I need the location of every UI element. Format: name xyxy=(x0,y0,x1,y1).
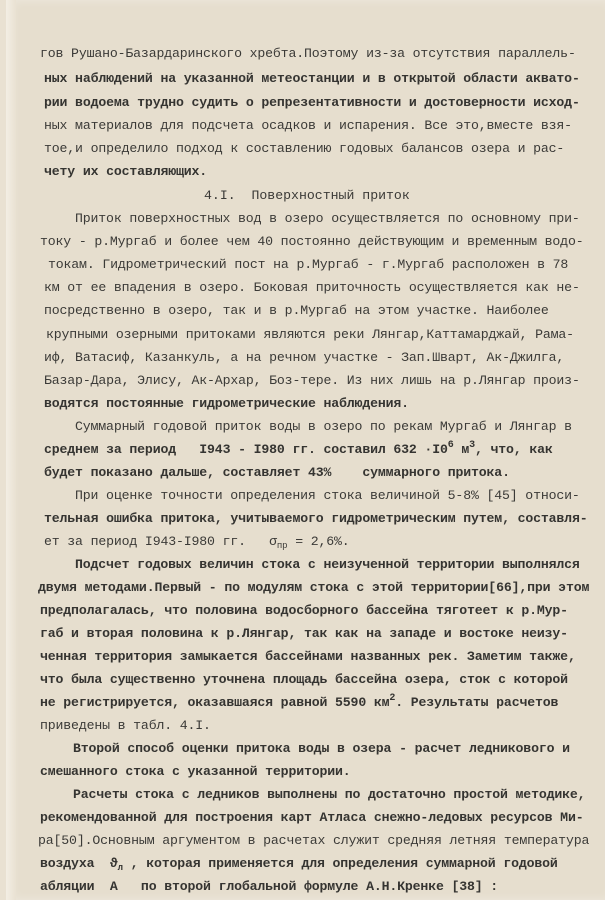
text-line: иф, Ватасиф, Казанкуль, а на речном участке - Зап.Шварт, Ак-Джилга, xyxy=(44,350,565,365)
exponent: 2 xyxy=(389,693,396,704)
text-line: тое,и определило подход к составлению годовых балансов озера и рас- xyxy=(44,141,565,156)
text-line: двумя методами.Первый - по модулям стока с этой территории[66],при этом xyxy=(38,580,590,595)
text-line: ченная территория замыкается бассейнами названных рек. Заметим также, xyxy=(40,649,576,664)
text-line: токам. Гидрометрический пост на р.Мургаб - г.Мургаб расположен в 78 xyxy=(48,257,569,272)
section-heading: 4.I. Поверхностный приток xyxy=(204,188,410,203)
text-line xyxy=(40,856,558,872)
text-span: , которая применяется для определения суммарной годовой xyxy=(122,856,558,871)
text-line: рекомендованной для построения карт Атласа снежно-ледовых ресурсов Ми- xyxy=(40,810,584,825)
text-span: . Результаты расчетов xyxy=(395,695,559,710)
text-span: воздуха ϑ xyxy=(40,856,118,871)
text-line: крупными озерными притоками являются реки Лянгар,Каттамарджай, Рама- xyxy=(46,327,574,342)
text-span: = 2,6%. xyxy=(287,534,350,549)
text-line: смешанного стока с указанной территории. xyxy=(40,764,351,779)
text-line: ра[50].Основным аргументом в расчетах служит средняя летняя температура xyxy=(38,833,590,848)
text-line: току - р.Мургаб и более чем 40 постоянно действующим и временным водо- xyxy=(40,234,584,249)
text-line: При оценке точности определения стока величиной 5-8% [45] относи- xyxy=(75,488,580,503)
text-line: Подсчет годовых величин стока с неизученной территории выполнялся xyxy=(75,557,580,572)
text-line: Второй способ оценки притока воды в озера - расчет ледникового и xyxy=(73,741,570,756)
text-span: м xyxy=(453,442,470,457)
text-line: Суммарный годовой приток воды в озеро по рекам Мургаб и Лянгар в xyxy=(75,419,572,434)
text-line: приведены в табл. 4.I. xyxy=(40,718,211,733)
exponent: 6 xyxy=(447,440,454,451)
text-line: что была существенно уточнена площадь бассейна озера, сток с которой xyxy=(40,672,568,687)
text-span: среднем за период I943 - I980 гг. составил 632 ·I0 xyxy=(44,442,448,457)
text-line: абляции A по второй глобальной формуле А.Н.Кренке [38] : xyxy=(40,879,499,894)
text-line: чету их составляющих. xyxy=(44,164,208,179)
text-line: ных наблюдений на указанной метеостанции и в открытой области аквато- xyxy=(44,71,580,86)
text-line: км от ее впадения в озеро. Боковая приточность осуществляется как не- xyxy=(44,280,580,295)
page-edge xyxy=(6,0,16,900)
text-line: будет показано дальше, составляет 43% суммарного притока. xyxy=(44,465,510,480)
text-line: Расчеты стока с ледников выполнены по достаточно простой методике, xyxy=(73,787,586,802)
text-line: ных материалов для подсчета осадков и испарения. Все это,вместе взя- xyxy=(44,118,572,133)
text-line xyxy=(44,534,350,550)
text-line xyxy=(44,442,553,458)
text-line: водятся постоянные гидрометрические наблюдения. xyxy=(44,396,409,411)
text-line: Базар-Дара, Элису, Ак-Архар, Боз-тере. Из них лишь на р.Лянгар произ- xyxy=(44,373,580,388)
text-line: предполагалась, что половина водосборного бассейна тяготеет к р.Мур- xyxy=(40,603,568,618)
subscript: пр xyxy=(276,541,288,551)
text-line: гов Рушано-Базардаринского хребта.Поэтому из-за отсутствия параллель- xyxy=(40,46,576,61)
text-line: посредственно в озеро, так и в р.Мургаб на этом участке. Наиболее xyxy=(44,303,549,318)
text-line: тельная ошибка притока, учитываемого гидрометрическим путем, составля- xyxy=(44,511,588,526)
text-span: ет за период I943-I980 гг. σ xyxy=(44,534,277,549)
text-line: рии водоема трудно судить о репрезентативности и достоверности исход- xyxy=(44,95,580,110)
text-span: не регистрируется, оказавшаяся равной 5590 км xyxy=(40,695,390,710)
text-line xyxy=(40,695,558,711)
exponent: 3 xyxy=(469,440,475,451)
subscript: л xyxy=(117,863,123,873)
text-line: габ и вторая половина к р.Лянгар, так как на западе и востоке неизу- xyxy=(40,626,568,641)
text-line: Приток поверхностных вод в озеро осуществляется по основному при- xyxy=(75,211,580,226)
text-span: , что, как xyxy=(474,442,553,457)
